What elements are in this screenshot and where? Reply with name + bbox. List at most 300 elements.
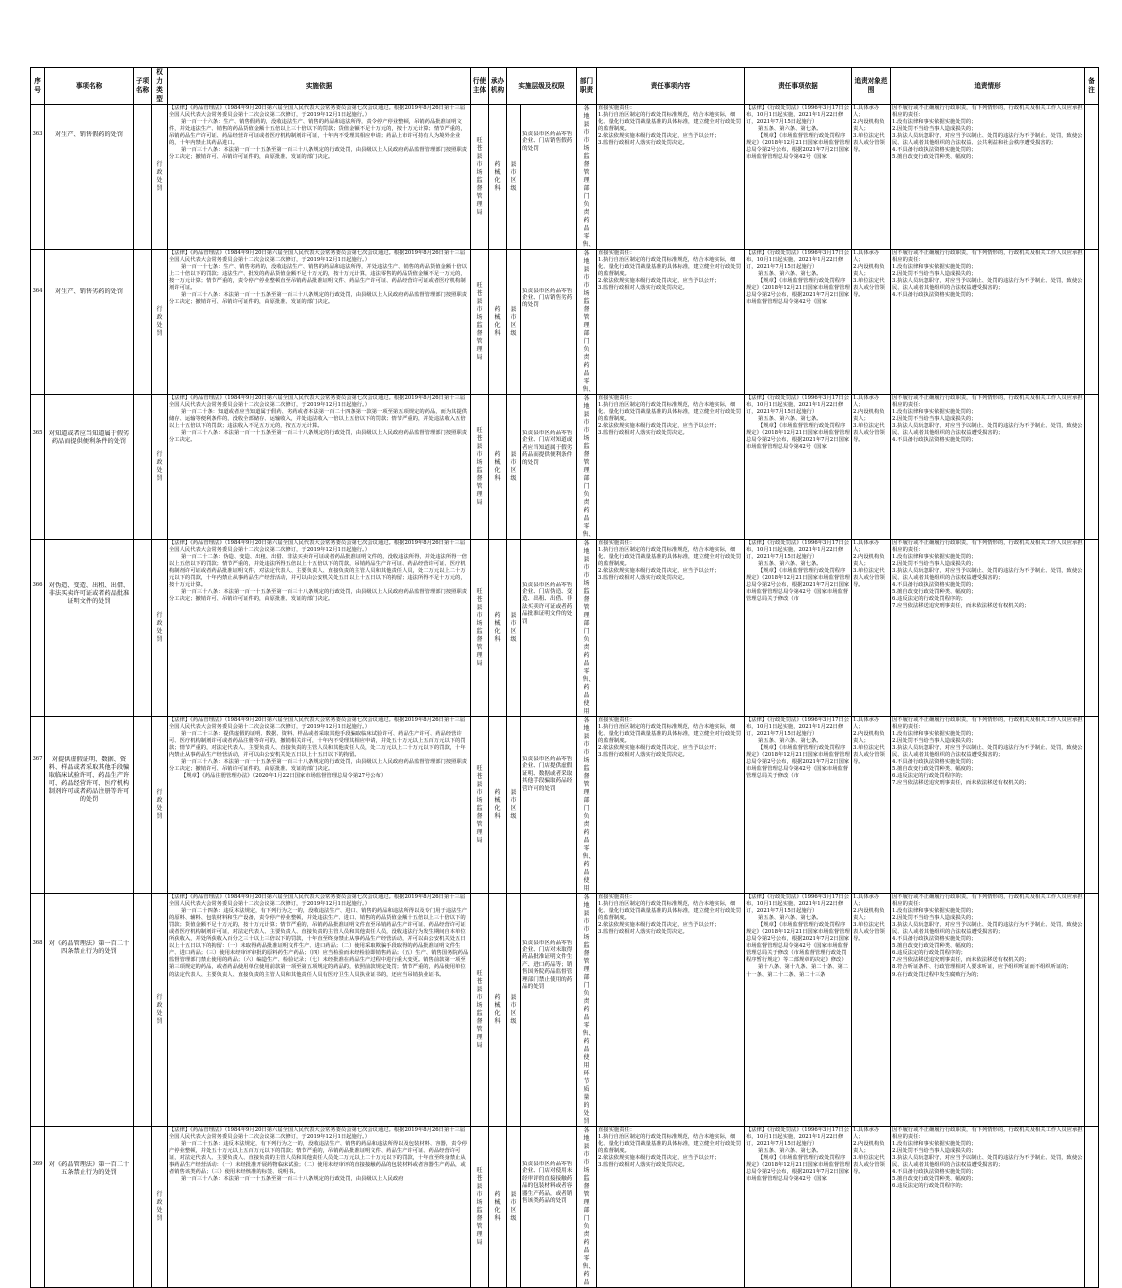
cell-basis-text xyxy=(169,105,469,197)
cell-subject-text: 旺苍县市场监督管理局 xyxy=(476,588,483,667)
cell-situation-paragraph: 4.不具备行政执法资格实施处罚的； xyxy=(892,292,977,299)
cell-type xyxy=(152,894,168,1127)
cell-content-paragraph: 直接实施责任： xyxy=(598,894,636,900)
cell-basis xyxy=(168,250,471,395)
cell-subject-text: 旺苍县市场监督管理局 xyxy=(476,137,483,216)
cell-content-paragraph: 3.监督行政相对人落实行政处罚决定。 xyxy=(598,285,688,292)
cell-situation-paragraph: 因不履行或不正确履行行政职责，有下列情形的，行政机关及相关工作人员应承担相应的责任： xyxy=(892,105,1083,119)
col-header-level: 实施层级及权限 xyxy=(507,68,577,105)
cell-sub xyxy=(134,395,152,540)
cell-situation-paragraph: 因不履行或不正确履行行政职责，有下列情形的，行政机关及相关工作人员应承担相应的责任： xyxy=(892,395,1083,409)
cell-situation xyxy=(891,894,1085,1127)
cell-content-basis xyxy=(745,1127,852,1288)
cell-name xyxy=(45,717,134,894)
cell-basis-paragraph: 第一百三十八条：本法第一百一十五条至第一百三十八条规定的行政处罚，由县级以上人民政府药品监督管理部门按照职责分工决定。 xyxy=(169,430,468,444)
cell-content-basis-text xyxy=(746,540,850,633)
cell-agency xyxy=(489,250,507,395)
cell-no xyxy=(31,1127,45,1288)
cell-situation xyxy=(891,395,1085,540)
cell-content-paragraph: 1.执行自治区制定的行政处罚标准规范，结合本地实际，细化、量化行政处罚裁量基准的具体标准，建立健全对行政处罚的监督制度。 xyxy=(598,901,742,922)
cell-situation xyxy=(891,1127,1085,1288)
cell-duty-text: 各地县市市场监督管理部门负责药品零售、 xyxy=(582,250,595,393)
cell-situation-paragraph: 2.因处罚不当给当事人造成损失的； xyxy=(892,561,977,568)
cell-remark-text xyxy=(1086,430,1097,504)
cell-agency xyxy=(489,395,507,540)
cell-content-basis-paragraph: 【规章】《市场监督管理行政处罚程序规定》（2018年12月21日国家市场监督管理总局令第2号公布，根据2021年7月2日国家市场监督管理总局令第42号《国家 xyxy=(746,133,850,161)
cell-duty xyxy=(577,1127,597,1288)
cell-content-basis-paragraph: 【法律】《行政处罚法》（1996年3月17日公布，10月1日起实施，2021年1月22日修订，2021年7月15日起施行） xyxy=(746,395,850,416)
cell-content-paragraph: 3.监督行政相对人落实行政处罚决定。 xyxy=(598,140,688,147)
col-header-name: 事项名称 xyxy=(45,68,134,105)
cell-name xyxy=(45,250,134,395)
cell-content xyxy=(597,105,745,250)
cell-situation-text xyxy=(892,1127,1083,1219)
cell-no-text: 366 xyxy=(32,581,43,588)
cell-duty-text: 各地县市市场监督管理部门负责药品零售、药品使用 xyxy=(582,540,595,715)
cell-no xyxy=(31,717,45,894)
cell-level-text: 县市区级 xyxy=(510,789,517,820)
cell-remark-text xyxy=(1086,582,1097,675)
cell-sub xyxy=(134,540,152,717)
cell-scope-paragraph: 3.单位法定代表人或分管领导。 xyxy=(853,1155,885,1176)
cell-agency-text: 药械化科 xyxy=(494,994,501,1025)
cell-remark-text xyxy=(1086,288,1097,357)
cell-scope-paragraph: 1.具体承办人； xyxy=(853,717,880,731)
cell-content-basis-paragraph: 【规章】《市场监督管理行政处罚程序规定》（2018年12月21日国家市场监督管理总局令第2号公布，根据2021年7月2日国家市场监督管理总局令第42号《国家 xyxy=(746,278,850,306)
cell-content-basis xyxy=(745,250,852,395)
table-row xyxy=(31,717,1099,894)
cell-situation-paragraph: 6.违反法定的行政处罚程序的； xyxy=(892,1183,966,1190)
cell-basis-paragraph: 【法律】《药品管理法》（1984年9月20日第六届全国人民代表大会常务委员会第七次会议通过。根据2019年8月26日第十三届全国人民代表大会常务委员会第十二次会议第二次修订，于2019年12月1日起施行。） xyxy=(169,1127,466,1141)
cell-situation-paragraph: 因不履行或不正确履行行政职责，有下列情形的，行政机关及相关工作人员应承担相应的责任： xyxy=(892,540,1083,554)
cell-level-desc-text: 负责县市区药品零售企业、门店提供虚假证明、数据或者采取其他手段骗取药品经营许可的处罚 xyxy=(522,756,573,792)
cell-name-text: 对生产、销售假药的处罚 xyxy=(54,131,124,138)
col-header-situation: 追责情形 xyxy=(891,68,1085,105)
cell-situation-paragraph: 3.执法人员玩忽职守，对应当予以制止、处罚的违法行为不予制止、处罚，致使公民、法人或者其他组织的合法权益遭受损害的； xyxy=(892,1155,1083,1169)
cell-type xyxy=(152,250,168,395)
cell-agency xyxy=(489,105,507,250)
cell-scope-paragraph: 1.具体承办人； xyxy=(853,540,880,554)
cell-level-desc xyxy=(521,1127,577,1288)
cell-remark xyxy=(1085,250,1099,395)
cell-name-text: 对知道或者应当知道属于假劣药品而提供便利条件的处罚 xyxy=(48,430,130,445)
cell-situation-text xyxy=(892,250,1083,319)
cell-situation xyxy=(891,717,1085,894)
cell-basis-paragraph: 第一百二十二条：伪造、变造、出租、出借、非法买卖许可证或者药品批准证明文件的，没收违法所得，并处违法所得一倍以上五倍以下的罚款；情节严重的，并处违法所得五倍以上十五倍以下的罚款，吊销药品生产许可证、药品经营许可证、医疗机构制剂许可证或者药品批准证明文件，对法定代表人、主要负责人、直接负责的主管人员和其他责任人员，处二万元以上二十万元以下的罚款，十年内禁止从事药品生产经营活动，并可以由公安机关处五日以上十五日以下的拘留；违法所得不足十万元的，按十万元计算。 xyxy=(169,554,468,589)
cell-level-desc-text: 负责县市区药品零售企业、门店伪造、变造、出租、出借、非法买卖许可证或者药品批准证明文件的处罚 xyxy=(522,581,573,625)
cell-sub-text xyxy=(135,1161,150,1253)
cell-level-text: 县市区级 xyxy=(510,994,517,1025)
cell-level xyxy=(507,105,521,250)
cell-scope-paragraph: 3.单位法定代表人或分管领导。 xyxy=(853,745,885,766)
cell-level-desc-text: 负责县市区药品零售企业、门店对未取得药品批准证明文件生产、进口药品等；销售国务院药品监督管理部门禁止使用的药品的处罚 xyxy=(522,939,573,990)
cell-duty xyxy=(577,250,597,395)
cell-situation-paragraph: 4.不具备行政执法资格实施处罚的； xyxy=(892,147,977,154)
cell-scope-paragraph: 1.具体承办人； xyxy=(853,105,880,119)
cell-subject xyxy=(471,894,489,1127)
col-header-no: 序号 xyxy=(31,68,45,105)
cell-content-paragraph: 3.监督行政相对人落实行政处罚决定。 xyxy=(598,575,688,582)
cell-content-basis-paragraph: 第五条、第六条、第七条。 xyxy=(758,561,822,568)
cell-content-basis-paragraph: 【法律】《行政处罚法》（1996年3月17日公布，10月1日起实施，2021年1月22日修订，2021年7月15日起施行） xyxy=(746,717,850,738)
cell-content-paragraph: 1.执行自治区制定的行政处罚标准规范，结合本地实际，细化、量化行政处罚裁量基准的具体标准，建立健全对行政处罚的监督制度。 xyxy=(598,112,742,133)
cell-content-basis-paragraph: 第十八条、第十九条、第二十条、第二十一条、第二十二条、第二十三条 xyxy=(746,964,849,978)
cell-duty xyxy=(577,717,597,894)
cell-level-text: 县市区级 xyxy=(510,306,517,337)
cell-situation-paragraph: 1.没有法律和事实依据实施处罚的； xyxy=(892,908,977,915)
col-header-basis: 实施依据 xyxy=(168,68,471,105)
cell-situation-paragraph: 5.擅自改变行政处罚种类、幅度的； xyxy=(892,589,977,596)
cell-situation-paragraph: 5.擅自改变行政处罚种类、幅度的； xyxy=(892,154,977,161)
cell-no-text: 364 xyxy=(32,287,43,294)
cell-scope xyxy=(852,540,891,717)
cell-scope-paragraph: 3.单位法定代表人或分管领导。 xyxy=(853,278,885,299)
cell-subject-text: 旺苍县市场监督管理局 xyxy=(476,282,483,361)
cell-situation-paragraph: 7.应当依法移送追究刑事责任，而未依法移送有权机关的； xyxy=(892,780,1030,787)
cell-content-paragraph: 直接实施责任： xyxy=(598,717,636,723)
cell-basis-paragraph: 【法律】《药品管理法》（1984年9月20日第六届全国人民代表大会常务委员会第七次会议通过。根据2019年8月26日第十三届全国人民代表大会常务委员会第十二次会议第二次修订，于2019年12月1日起施行。） xyxy=(169,717,466,731)
cell-situation-paragraph: 1.没有法律和事实依据实施处罚的； xyxy=(892,554,977,561)
cell-basis-paragraph: 【法律】《药品管理法》（1984年9月20日第六届全国人民代表大会常务委员会第七次会议通过。根据2019年8月26日第十三届全国人民代表大会常务委员会第十二次会议第二次修订，于2019年12月1日起施行。） xyxy=(169,894,466,908)
cell-situation-text xyxy=(892,717,1083,815)
cell-type xyxy=(152,1127,168,1288)
cell-type-text: 行政处罚 xyxy=(156,1191,163,1222)
cell-content-basis xyxy=(745,894,852,1127)
cell-basis-paragraph: 第一百一十七条：生产、销售劣药的，没收违法生产、销售的药品和违法所得，并处违法生产、销售的药品货值金额十倍以上二十倍以下的罚款；违法生产、批发的药品货值金额不足十万元的，按十万元计算，违法零售的药品货值金额不足一万元的，按一万元计算；情节严重的，责令停产停业整顿直至吊销药品批准证明文件、药品生产许可证、药品经营许可证或者医疗机构制剂许可证。 xyxy=(169,264,468,292)
cell-scope-paragraph: 3.单位法定代表人或分管领导。 xyxy=(853,568,885,589)
cell-scope xyxy=(852,894,891,1127)
cell-content xyxy=(597,540,745,717)
cell-level-desc xyxy=(521,250,577,395)
cell-content-paragraph: 2.依法依规实施本级行政处罚决定，应当予以公开； xyxy=(598,423,720,430)
cell-subject-text: 旺苍县市场监督管理局 xyxy=(476,427,483,506)
cell-basis xyxy=(168,395,471,540)
cell-scope-text xyxy=(853,395,889,469)
cell-situation xyxy=(891,105,1085,250)
cell-agency xyxy=(489,894,507,1127)
cell-level-desc xyxy=(521,894,577,1127)
cell-content-paragraph: 直接实施责任： xyxy=(598,1127,636,1133)
cell-name-text: 对生产、销售劣药的处罚 xyxy=(54,287,124,295)
cell-content-basis-paragraph: 第五条、第六条、第七条。 xyxy=(758,126,822,133)
col-header-scope: 追责对象范围 xyxy=(852,68,891,105)
cell-content-basis-paragraph: 【规章】《市场监督管理行政处罚程序规定》（2018年12月21日国家市场监督管理总局令第2号公布，根据2021年7月2日国家市场监督管理总局令第42号《国家 xyxy=(746,423,850,451)
cell-content-basis-text xyxy=(746,894,850,1035)
cell-situation-paragraph: 2.因处罚不当给当事人造成损失的； xyxy=(892,738,977,745)
cell-content-text xyxy=(598,1127,743,1219)
cell-situation-paragraph: 3.执法人员玩忽职守，对应当予以制止、处罚的违法行为不予制止、处罚，致使公民、法人或者其他组织的合法权益、公共利益和社会秩序遭受损害的； xyxy=(892,133,1083,147)
cell-no xyxy=(31,395,45,540)
cell-content-text xyxy=(598,105,743,197)
cell-duty xyxy=(577,105,597,250)
cell-basis-paragraph: 【法律】《药品管理法》（1984年9月20日第六届全国人民代表大会常务委员会第七次会议通过。根据2019年8月26日第十三届全国人民代表大会常务委员会第十二次会议第二次修订，于2019年12月1日起施行。） xyxy=(169,250,466,264)
table-row xyxy=(31,894,1099,1127)
cell-basis-paragraph: 第一百二十四条：违反本法规定，有下列行为之一的，没收违法生产、进口、销售的药品和违法所得以及专门用于违法生产的原料、辅料、包装材料和生产设备，责令停产停业整顿，并处违法生产、进口、销售的药品货值金额十五倍以上三十倍以下的罚款；货值金额不足十万元的，按十万元计算；情节严重的，吊销药品批准证明文件直至吊销药品生产许可证、药品经营许可证或者医疗机构制剂许可证，对法定代表人、主要负责人、直接负责的主管人员和其他责任人员，没收违法行为发生期间自本单位所获收入，并处所获收入百分之三十以上三倍以下的罚款，十年直至终身禁止从事药品生产经营活动，并可以由公安机关处五日以上十五日以下的拘留：（一）未取得药品批准证明文件生产、进口药品；（二）使用采取欺骗手段取得的药品批准证明文件生产、进口药品；（三）使用未经审评审批的原料药生产药品；（四）应当检验而未经检验即销售药品；（五）生产、销售国务院药品监督管理部门禁止使用的药品；（六）编造生产、检验记录；（七）未经批准在药品生产过程中进行重大变更。销售前款第一项至第三项规定的药品，或者药品使用单位使用前款第一项至第五项规定的药品的，依照前款规定处罚；情节严重的，药品使用单位的法定代表人、主要负责人、直接负责的主管人员和其他责任人员有医疗卫生人员执业证书的，还应当吊销执业证书。 xyxy=(169,908,469,978)
cell-content-basis-paragraph: 第五条、第六条、第七条。 xyxy=(758,416,822,423)
cell-basis-paragraph: 第一百一十六条：生产、销售假药的，没收违法生产、销售的药品和违法所得，责令停产停业整顿，吊销药品批准证明文件，并处违法生产、销售的药品货值金额十五倍以上三十倍以下的罚款；货值金额不足十万元的，按十万元计算；情节严重的，吊销药品生产许可证、药品经营许可证或者医疗机构制剂许可证，十年内不受理其相应申请；药品上市许可持有人为境外企业的，十年内禁止其药品进口。 xyxy=(169,119,466,147)
cell-situation-paragraph: 8.符合听证条件、行政管理相对人要求听证，应予组织听证而不组织听证的； xyxy=(892,964,1072,971)
cell-scope-paragraph: 2.内设机构负责人； xyxy=(853,264,885,278)
cell-scope-paragraph: 1.具体承办人； xyxy=(853,395,880,409)
cell-agency-text: 药械化科 xyxy=(494,1191,501,1222)
cell-situation-paragraph: 因不履行或不正确履行行政职责，有下列情形的，行政机关及相关工作人员应承担相应的责任： xyxy=(892,250,1083,264)
cell-subject xyxy=(471,105,489,250)
cell-name-text: 对伪造、变造、出租、出借、非法买卖许可证或者药品批准证明文件的处罚 xyxy=(48,581,130,605)
cell-remark-text xyxy=(1086,756,1097,854)
cell-basis-paragraph: 第一百三十八条：本法第一百一十五条至第一百三十八条规定的行政处罚，由县级以上人民政府药品监督管理部门按照职责分工决定；撤销许可、吊销许可证件的，由原批准、发证的部门决定。 xyxy=(169,759,468,773)
cell-content-paragraph: 直接实施责任： xyxy=(598,540,636,546)
cell-type-text: 行政处罚 xyxy=(156,612,163,643)
cell-basis-paragraph: 第一百二十条：知道或者应当知道属于假药、劣药或者本法第一百二十四条第一款第一项至第五项规定的药品，而为其提供储存、运输等便利条件的，没收全部储存、运输收入，并处违法收入一倍以上五倍以下的罚款；情节严重的，并处违法收入五倍以上十五倍以下的罚款；违法收入不足五万元的，按五万元计算。 xyxy=(169,409,468,430)
cell-situation-paragraph: 2.因处罚不当给当事人造成损失的； xyxy=(892,126,977,133)
cell-type-text: 行政处罚 xyxy=(156,789,163,820)
cell-basis-paragraph: 第一百三十八条：本法第一百一十五条至第一百三十八条规定的行政处罚，由县级以上人民政府药品监督管理部门按照职责分工决定；撤销许可、吊销许可证件的，由原批准、发证的部门决定。 xyxy=(169,292,468,306)
cell-basis-paragraph: 第一百二十三条：提供虚假的证明、数据、资料、样品或者采取其他手段骗取临床试验许可、药品生产许可、药品经营许可、医疗机构制剂许可或者药品注册等许可的，撤销相关许可，十年内不受理其相应申请，并处五十万元以上五百万元以下的罚款；情节严重的，对法定代表人、主要负责人、直接负责的主管人员和其他责任人员，处二万元以上二十万元以下的罚款，十年内禁止从事药品生产经营活动，并可以由公安机关处五日以上十五日以下的拘留。 xyxy=(169,731,466,759)
cell-content-basis-text xyxy=(746,395,850,469)
cell-situation-paragraph: 1.没有法律和事实依据实施处罚的； xyxy=(892,119,977,126)
cell-basis-text xyxy=(169,395,469,469)
cell-content-basis-text xyxy=(746,717,850,815)
table-row xyxy=(31,395,1099,540)
cell-level-desc xyxy=(521,105,577,250)
cell-content-basis-paragraph: 第五条、第六条、第七条。 xyxy=(758,738,822,745)
cell-content-basis xyxy=(745,540,852,717)
cell-situation-paragraph: 7.应当依法移送追究刑事责任，而未依法移送有权机关的； xyxy=(892,957,1030,964)
cell-subject-text: 旺苍县市场监督管理局 xyxy=(476,970,483,1049)
cell-basis xyxy=(168,717,471,894)
cell-situation-paragraph: 1.没有法律和事实依据实施处罚的； xyxy=(892,264,977,271)
cell-basis-paragraph: 【规章】《药品注册管理办法》（2020年1月22日国家市场监督管理总局令第27号公布） xyxy=(181,773,387,780)
cell-situation-paragraph: 4.不具备行政执法资格实施处罚的； xyxy=(892,759,977,766)
cell-remark xyxy=(1085,717,1099,894)
cell-scope-paragraph: 1.具体承办人； xyxy=(853,1127,880,1141)
cell-no xyxy=(31,894,45,1127)
cell-situation xyxy=(891,250,1085,395)
cell-basis-text xyxy=(169,1127,469,1219)
cell-level-text: 县市区级 xyxy=(510,1191,517,1222)
cell-basis-text xyxy=(169,540,469,633)
cell-content-text xyxy=(598,395,743,469)
cell-sub xyxy=(134,894,152,1127)
cell-scope-paragraph: 2.内设机构负责人； xyxy=(853,554,885,568)
table-row xyxy=(31,540,1099,717)
cell-no-text: 367 xyxy=(32,756,43,762)
cell-no-text: 369 xyxy=(32,1161,43,1167)
cell-situation-paragraph: 3.执法人员玩忽职守，对应当予以制止、处罚的违法行为不予制止、处罚，致使公民、法人或者其他组织的合法权益遭受损害的； xyxy=(892,922,1083,936)
cell-remark xyxy=(1085,540,1099,717)
cell-scope-paragraph: 2.内设机构负责人； xyxy=(853,908,885,922)
cell-name xyxy=(45,105,134,250)
power-list-table xyxy=(30,67,1099,1288)
cell-content-paragraph: 3.监督行政相对人落实行政处罚决定。 xyxy=(598,430,688,437)
cell-level-desc xyxy=(521,540,577,717)
cell-content-paragraph: 2.依法依规实施本级行政处罚决定，应当予以公开； xyxy=(598,568,720,575)
cell-content-basis-paragraph: 第五条、第六条、第七条。 xyxy=(758,1148,822,1155)
cell-situation-paragraph: 1.没有法律和事实依据实施处罚的； xyxy=(892,409,977,416)
power-list-table-container xyxy=(30,67,1098,1288)
cell-situation-paragraph: 2.因处罚不当给当事人造成损失的； xyxy=(892,271,977,278)
cell-content-paragraph: 直接实施责任： xyxy=(598,105,636,111)
cell-sub-text xyxy=(135,756,150,854)
cell-situation-paragraph: 7.应当依法移送追究刑事责任，而未依法移送有权机关的； xyxy=(892,603,1030,610)
cell-basis xyxy=(168,540,471,717)
cell-level xyxy=(507,540,521,717)
cell-type-text: 行政处罚 xyxy=(156,306,163,337)
cell-no-text: 368 xyxy=(32,939,43,946)
cell-basis-paragraph: 第一百二十五条：违反本法规定，有下列行为之一的，没收违法生产、销售的药品和违法所得以及包装材料、容器，责令停产停业整顿，并处五十万元以上五百万元以下的罚款；情节严重的，吊销药品批准证明文件、药品生产许可证、药品经营许可证，对法定代表人、主要负责人、直接负责的主管人员和其他责任人员处二万元以上二十万元以下的罚款，十年直至终身禁止从事药品生产经营活动：（一）未经批准开展药物临床试验；（二）使用未经审评的直接接触药品的包装材料或者容器生产药品，或者销售该类药品；（三）使用未经核准的标签、说明书。 xyxy=(169,1141,468,1176)
cell-sub xyxy=(134,105,152,250)
cell-duty-text: 各地县市市场监督管理部门负责药品零售、 xyxy=(582,105,595,248)
cell-scope-text xyxy=(853,540,889,633)
cell-duty-text: 各地县市市场监督管理部门负责药品零售、药品使用环节质量的处罚 xyxy=(582,894,595,1125)
cell-content xyxy=(597,395,745,540)
cell-situation-paragraph: 1.没有法律和事实依据实施处罚的； xyxy=(892,731,977,738)
cell-subject xyxy=(471,250,489,395)
cell-situation-paragraph: 4.不具备行政执法资格实施处罚的； xyxy=(892,437,977,444)
cell-content-basis xyxy=(745,717,852,894)
cell-content-basis-paragraph: 第五条、第六条、第七条。 xyxy=(758,915,822,922)
cell-content xyxy=(597,717,745,894)
cell-scope-paragraph: 3.单位法定代表人或分管领导。 xyxy=(853,133,885,154)
cell-basis-paragraph: 第一百三十八条：本法第一百一十五条至第一百三十八条规定的行政处罚，由县级以上人民政府 xyxy=(181,1176,404,1183)
cell-level xyxy=(507,1127,521,1288)
cell-subject xyxy=(471,717,489,894)
cell-subject-text: 旺苍县市场监督管理局 xyxy=(476,765,483,844)
cell-content-basis-paragraph: 第五条、第六条、第七条。 xyxy=(758,271,822,278)
cell-content-paragraph: 直接实施责任： xyxy=(598,250,636,256)
table-header-row xyxy=(31,68,1099,105)
cell-remark xyxy=(1085,105,1099,250)
cell-situation-paragraph: 3.执法人员玩忽职守，对应当予以制止、处罚的违法行为不予制止、处罚，致使公民、法人或者其他组织的合法权益遭受损害的； xyxy=(892,423,1083,437)
cell-situation-paragraph: 3.执法人员玩忽职守，对应当予以制止、处罚的违法行为不予制止、处罚，致使公民、法人或者其他组织的合法权益遭受损害的； xyxy=(892,278,1083,292)
cell-content-paragraph: 1.执行自治区制定的行政处罚标准规范，结合本地实际，细化、量化行政处罚裁量基准的具体标准，建立健全对行政处罚的监督制度。 xyxy=(598,257,742,278)
cell-content-paragraph: 3.监督行政相对人落实行政处罚决定。 xyxy=(598,752,688,759)
cell-agency xyxy=(489,1127,507,1288)
cell-basis xyxy=(168,105,471,250)
cell-name xyxy=(45,540,134,717)
cell-type xyxy=(152,395,168,540)
cell-content-text xyxy=(598,894,743,1035)
cell-level-text: 县市区级 xyxy=(510,612,517,643)
cell-duty xyxy=(577,894,597,1127)
cell-situation-paragraph: 6.违反法定的行政处罚程序的； xyxy=(892,950,966,957)
cell-content-paragraph: 1.执行自治区制定的行政处罚标准规范，结合本地实际，细化、量化行政处罚裁量基准的具体标准，建立健全对行政处罚的监督制度。 xyxy=(598,547,742,568)
cell-scope-paragraph: 2.内设机构负责人； xyxy=(853,731,885,745)
cell-level xyxy=(507,250,521,395)
cell-sub xyxy=(134,1127,152,1288)
cell-situation-paragraph: 4.不具备行政执法资格实施处罚的； xyxy=(892,1169,977,1176)
cell-level xyxy=(507,894,521,1127)
cell-scope-paragraph: 1.具体承办人； xyxy=(853,894,880,908)
cell-scope xyxy=(852,105,891,250)
cell-scope-paragraph: 2.内设机构负责人； xyxy=(853,119,885,133)
cell-no-text: 363 xyxy=(32,131,43,137)
cell-name-text: 对《药品管理法》第一百二十五条禁止行为的处罚 xyxy=(48,1161,130,1176)
cell-situation-paragraph: 2.因处罚不当给当事人造成损失的； xyxy=(892,915,977,922)
cell-content-basis-paragraph: 【法律】《行政处罚法》（1996年3月17日公布，10月1日起实施，2021年1月22日修订，2021年7月15日起施行） xyxy=(746,540,850,561)
cell-content-basis-paragraph: 【法律】《行政处罚法》（1996年3月17日公布，10月1日起实施，2021年1月22日修订，2021年7月15日起施行） xyxy=(746,250,850,271)
cell-scope-text xyxy=(853,894,889,1035)
col-header-sub: 子项名称 xyxy=(134,68,152,105)
cell-level-desc-text: 负责县市区药品零售企业、门店对使用未经审评的直接接触药品的包装材料或者容器生产药品，或者销售该类药品的处罚 xyxy=(522,1161,573,1205)
cell-content-paragraph: 1.执行自治区制定的行政处罚标准规范，结合本地实际，细化、量化行政处罚裁量基准的具体标准，建立健全对行政处罚的监督制度。 xyxy=(598,1134,742,1155)
cell-situation-paragraph: 6.违反法定的行政处罚程序的； xyxy=(892,773,966,780)
cell-scope-paragraph: 1.具体承办人； xyxy=(853,250,880,264)
cell-situation-paragraph: 2.因处罚不当给当事人造成损失的； xyxy=(892,416,977,423)
cell-content-basis xyxy=(745,395,852,540)
cell-type xyxy=(152,540,168,717)
cell-type-text: 行政处罚 xyxy=(156,451,163,482)
cell-situation-paragraph: 因不履行或不正确履行行政职责，有下列情形的，行政机关及相关工作人员应承担相应的责任： xyxy=(892,894,1083,908)
cell-basis-text xyxy=(169,717,469,815)
cell-duty xyxy=(577,395,597,540)
col-header-agency: 承办机构 xyxy=(489,68,507,105)
cell-duty xyxy=(577,540,597,717)
cell-basis-paragraph: 【法律】《药品管理法》（1984年9月20日第六届全国人民代表大会常务委员会第七次会议通过。根据2019年8月26日第十三届全国人民代表大会常务委员会第十二次会议第二次修订，于2019年12月1日起施行。） xyxy=(169,395,466,409)
cell-situation xyxy=(891,540,1085,717)
cell-scope-paragraph: 2.内设机构负责人； xyxy=(853,409,885,423)
cell-scope-text xyxy=(853,717,889,815)
cell-agency xyxy=(489,540,507,717)
cell-remark-text xyxy=(1086,940,1097,1081)
cell-no xyxy=(31,105,45,250)
cell-situation-paragraph: 5.擅自改变行政处罚种类、幅度的； xyxy=(892,943,977,950)
cell-situation-text xyxy=(892,540,1083,633)
cell-situation-text xyxy=(892,894,1083,1035)
cell-level-text: 县市区级 xyxy=(510,451,517,482)
cell-content-basis-paragraph: 【规章】《市场监督管理行政处罚程序规定》（2018年12月21日国家市场监督管理总局令第2号公布，根据2021年7月2日国家市场监督管理总局令第42号《国家市场监督管理总局关于修改（市 xyxy=(746,568,850,603)
col-header-type: 权力类型 xyxy=(152,68,168,105)
cell-situation-paragraph: 6.违反法定的行政处罚程序的； xyxy=(892,596,966,603)
cell-remark xyxy=(1085,1127,1099,1288)
cell-scope-text xyxy=(853,105,889,197)
cell-content-paragraph: 2.依法依规实施本级行政处罚决定，应当予以公开； xyxy=(598,745,720,752)
table-row xyxy=(31,105,1099,250)
cell-subject-text: 旺苍县市场监督管理局 xyxy=(476,1167,483,1246)
cell-subject xyxy=(471,540,489,717)
cell-type xyxy=(152,105,168,250)
cell-agency-text: 药械化科 xyxy=(494,161,501,192)
cell-duty-text: 各地县市市场监督管理部门负责药品零售、 xyxy=(582,395,595,538)
cell-content-basis-text xyxy=(746,105,850,197)
cell-content-text xyxy=(598,250,743,319)
cell-level-desc xyxy=(521,395,577,540)
cell-content-basis-paragraph: 【法律】《行政处罚法》（1996年3月17日公布，10月1日起实施，2021年1月22日修订，2021年7月15日起施行） xyxy=(746,894,850,915)
cell-content-paragraph: 3.监督行政相对人落实行政处罚决定。 xyxy=(598,1162,688,1169)
cell-scope-paragraph: 3.单位法定代表人或分管领导。 xyxy=(853,423,885,444)
cell-duty-text: 各地县市市场监督管理部门负责药品零售、药品使用 xyxy=(582,717,595,892)
cell-no xyxy=(31,250,45,395)
cell-content-basis-paragraph: 【法律】《行政处罚法》（1996年3月17日公布，10月1日起实施，2021年1月22日修订，2021年7月15日起施行） xyxy=(746,105,850,126)
cell-situation-paragraph: 3.执法人员玩忽职守，对应当予以制止、处罚的违法行为不予制止、处罚，致使公民、法人或者其他组织的合法权益遭受损害的； xyxy=(892,568,1083,582)
cell-basis-text xyxy=(169,250,469,319)
cell-scope-text xyxy=(853,1127,889,1219)
cell-content-text xyxy=(598,717,743,815)
cell-sub-text xyxy=(135,940,150,1081)
cell-name-text: 对《药品管理法》第一百二十四条禁止行为的处罚 xyxy=(48,939,130,955)
cell-content-basis-text xyxy=(746,1127,850,1219)
col-header-duty: 部门职责 xyxy=(577,68,597,105)
cell-situation-paragraph: 因不履行或不正确履行行政职责，有下列情形的，行政机关及相关工作人员应承担相应的责任： xyxy=(892,717,1083,731)
cell-situation-paragraph: 3.执法人员玩忽职守，对应当予以制止、处罚的违法行为不予制止、处罚，致使公民、法人或者其他组织的合法权益遭受损害的； xyxy=(892,745,1083,759)
cell-agency-text: 药械化科 xyxy=(494,306,501,337)
cell-subject xyxy=(471,1127,489,1288)
cell-content xyxy=(597,894,745,1127)
cell-content-basis-paragraph: 【规章】《市场监督管理行政处罚程序规定》（2018年12月21日国家市场监督管理总局令第2号公布，根据2021年7月2日国家市场监督管理总局令第42号《国家 xyxy=(746,1155,850,1183)
cell-type xyxy=(152,717,168,894)
cell-situation-paragraph: 2.因处罚不当给当事人造成损失的； xyxy=(892,1148,977,1155)
cell-situation-paragraph: 1.没有法律和事实依据实施处罚的； xyxy=(892,1141,977,1148)
